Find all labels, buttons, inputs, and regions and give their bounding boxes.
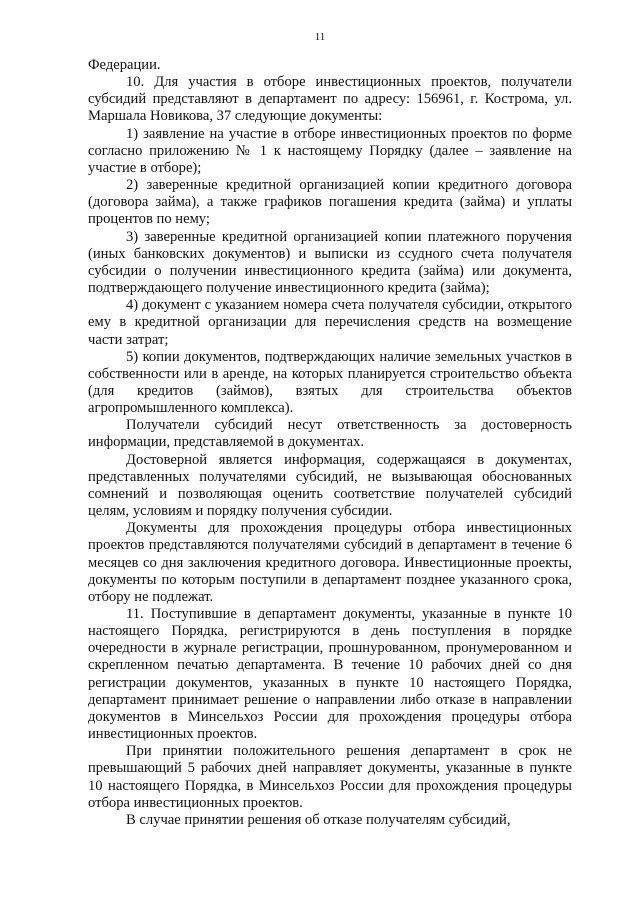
paragraph: Федерации.: [88, 57, 161, 73]
document-body: [88, 57, 572, 829]
paragraph: 10. Для участия в отборе инвестиционных проектов, получатели субсидий представляют в департамент по адресу: 156961, г. Кострома, ул. Маршала Новикова, 37 следующие документы:: [88, 74, 572, 125]
paragraph: 3) заверенные кредитной организацией копии платежного поручения (иных банковских документов) и выписки из ссудного счета получателя субсидии о получении инвестиционного кредита (займа) или документа, подтверждающего получение инвестиционного кредита (займа);: [88, 228, 572, 297]
paragraph: Получатели субсидий несут ответственность за достоверность информации, представляемой в документах.: [88, 417, 572, 451]
paragraph: 11. Поступившие в департамент документы, указанные в пункте 10 настоящего Порядка, регистрируются в день поступления в порядке очередности в журнале регистрации, прошнурованном, пронумерованном и скрепленном печатью департамента. В течение 10 рабочих дней со дня регистрации документов, указанных в пункте 10 настоящего Порядка, департамент принимает решение о направлении либо отказе в направлении документов в Минсельхоз России для прохождения процедуры отбора инвестиционных проектов.: [88, 606, 572, 743]
paragraph: При принятии положительного решения департамент в срок не превышающий 5 рабочих дней направляет документы, указанные в пункте 10 настоящего Порядка, в Минсельхоз России для прохождения процедуры отбора инвестиционных проектов.: [88, 743, 572, 811]
paragraph: Документы для прохождения процедуры отбора инвестиционных проектов представляются получателями субсидий в департамент в течение 6 месяцев со дня заключения кредитного договора. Инвестиционные проекты, документы по которым поступили в департамент позднее указанного срока, отбору не подлежат.: [88, 520, 572, 605]
paragraph: 4) документ с указанием номера счета получателя субсидии, открытого ему в кредитной организации для перечисления средств на возмещение части затрат;: [88, 297, 572, 348]
paragraph: В случае принятии решения об отказе получателям субсидий,: [126, 811, 511, 828]
paragraph: 1) заявление на участие в отборе инвестиционных проектов по форме согласно приложению № 1 к настоящему Порядку (далее – заявление на участие в отборе);: [88, 125, 572, 176]
paragraph: Достоверной является информация, содержащаяся в документах, представленных получателями субсидий, не вызывающая обоснованных сомнений и позволяющая оценить соответствие получателей субсидий целям, условиям и порядку получения субсидии.: [88, 451, 572, 520]
paragraph: 5) копии документов, подтверждающих наличие земельных участков в собственности или в аренде, на которых планируется строительство объекта (для кредитов (займов), взятых для строительства объектов агропромышленного комплекса).: [88, 348, 572, 417]
paragraph: 2) заверенные кредитной организацией копии кредитного договора (договора займа), а также графиков погашения кредита (займа) и уплаты процентов по нему;: [88, 177, 572, 228]
page-number: 11: [314, 31, 326, 43]
